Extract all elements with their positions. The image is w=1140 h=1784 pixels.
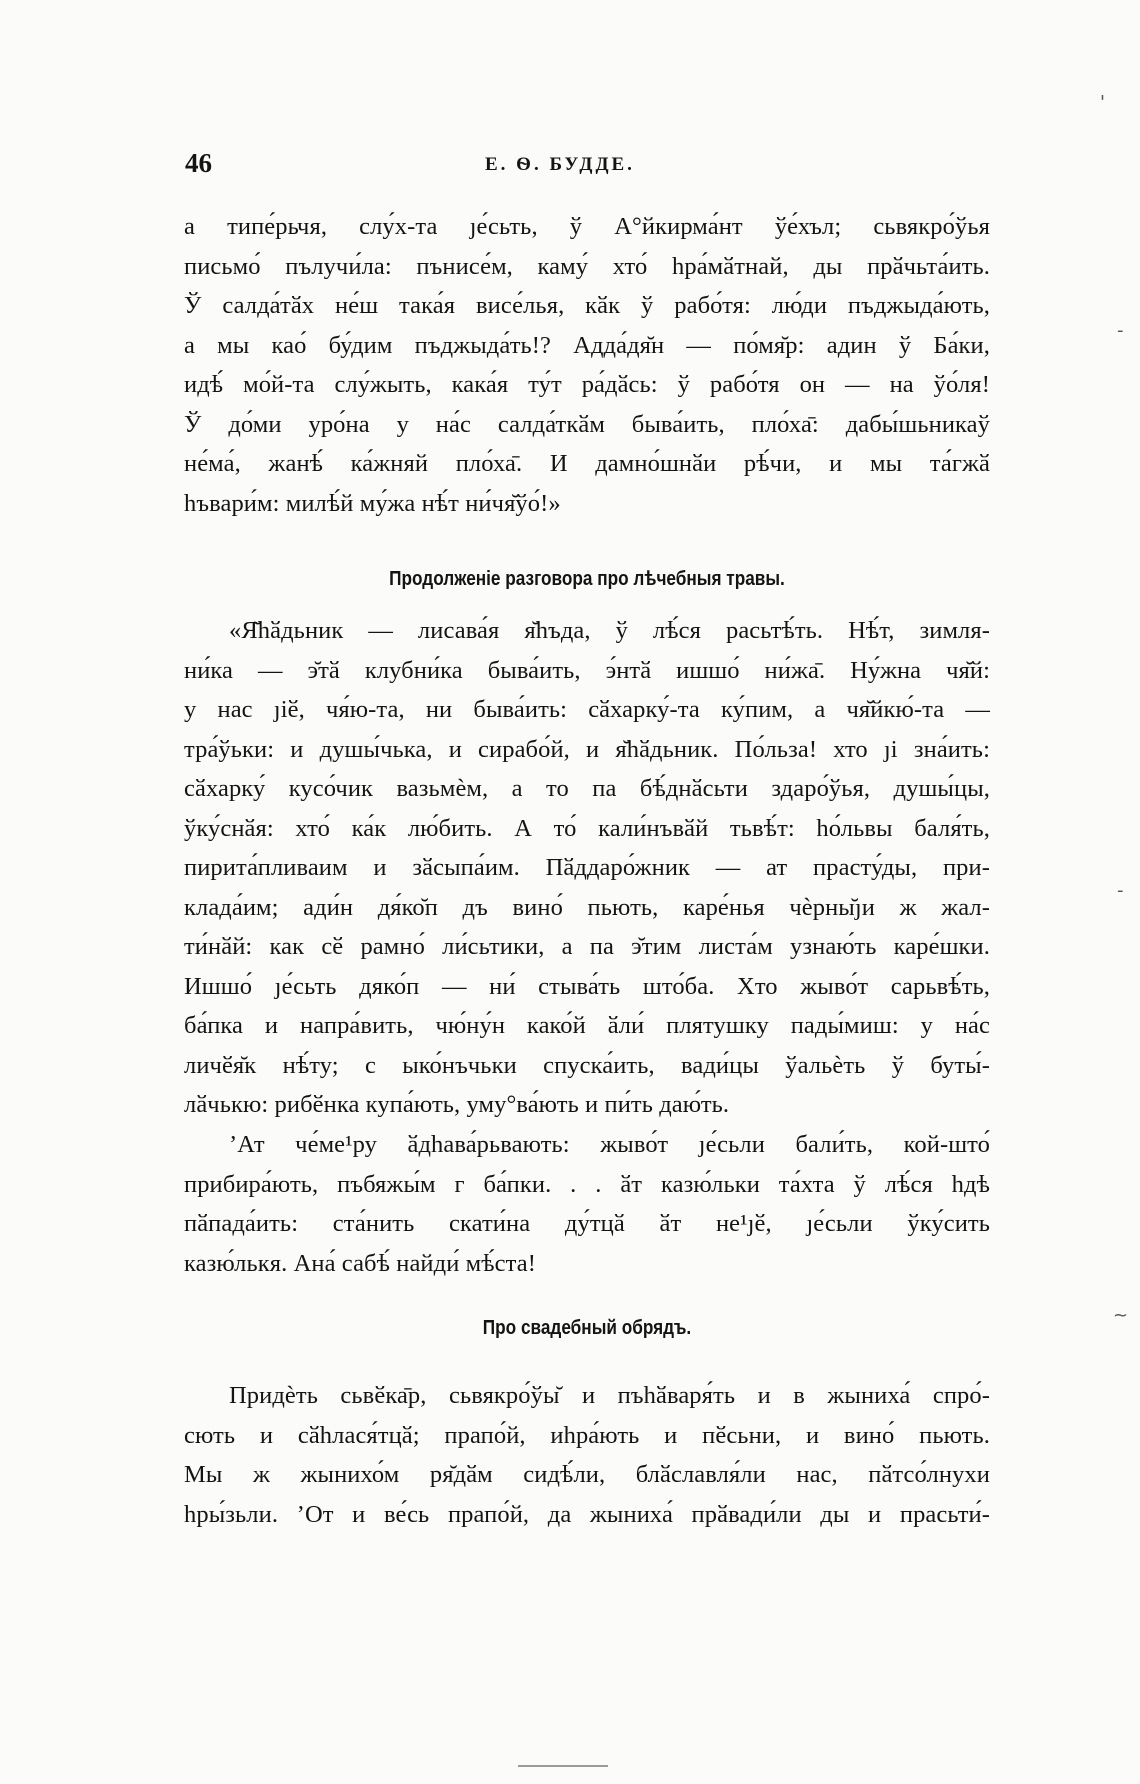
text-line: прибира́ють, пъбяжы́м г ба́пки. . . ӑт казю́льки та́хта ў лѣ́ся һдѣ xyxy=(184,1170,990,1198)
section-heading-wedding-rite: Про свадебный обрядъ. xyxy=(482,1317,692,1339)
text-line: а типе́рьчя, слу́х-та ȷе́сьть, ў А°йкирма́нт ўе́хъл; сьвякро́ўья xyxy=(184,213,990,240)
text-line: һры́зьли. ’От и ве́сь прапо́й, да жыниха́ прӑвади́ли ды и прасьти́- xyxy=(184,1500,990,1528)
margin-mark: - xyxy=(1117,320,1124,341)
text-line: пӑпада́ить: ста́нить скати́на ду́тцӑ ӑт не¹ȷӗ, ȷе́сьли ўку́сить xyxy=(184,1210,990,1237)
text-line: һъвари́м: милѣ́й му́жа нѣ́т ни́чя̆ўо́!» xyxy=(184,489,561,517)
text-line: Ў до́ми уро́на у на́с салда́ткӑм быва́ить, пло́ха̄: дабы́шьникаў xyxy=(184,410,990,438)
text-line: пирита́пливаим и зӑсыпа́им. Пӑддаро́жник — ат прасту́ды, при- xyxy=(184,854,990,881)
text-line: ни́ка — э̆тӑ клубни́ка быва́ить, э́нтӑ ишшо́ ни́жа̄. Ну́жна чя̆й: xyxy=(184,656,990,684)
bottom-rule xyxy=(518,1765,608,1767)
text-line: идѣ́ мо́й-та слу́жыть, кака́я ту́т ра́дӑсь: ў рабо́тя он — на ўо́ля! xyxy=(184,371,990,398)
paragraph-3 xyxy=(184,1125,990,1283)
text-line: лӑчькю: рибӗнка купа́ють, уму°ва́ють и пи́ть даю́ть. xyxy=(184,1091,730,1118)
margin-mark: - xyxy=(1117,880,1124,901)
margin-mark: ' xyxy=(1100,92,1105,113)
text-line: клада́им; ади́н дя́ко̆п дъ вино́ пьють, каре́нья чѐрны̆ȷи ж жал- xyxy=(184,893,990,921)
page-number: 46 xyxy=(185,148,212,178)
paragraph-2 xyxy=(184,611,990,1125)
text-line: Придѐть сьвӗка̄р, сьвякро́ўы̆ и пъһӑваря́ть и в жыниха́ спро́- xyxy=(229,1382,990,1409)
text-line: Ў салда́тӑх не́ш така́я висе́лья, кӑк ў рабо́тя: лю́ди пъджыда́ють, xyxy=(184,292,990,319)
section-heading-medicinal-herbs: Продолженіе разговора про лѣчебныя травы. xyxy=(389,568,785,590)
text-line: сють и сӑһлася́тцӑ; прапо́й, иһра́ють и пӗсьни, и вино́ пьють. xyxy=(184,1421,990,1449)
text-line: сӑхарку́ кусо́чик вазьмѐм, а то па бѣ́днӑсьти здаро́ўья, душы́цы, xyxy=(184,775,990,802)
text-line: ўку́снӑя: хто́ ка́к лю́бить. А то́ кали́нъвӑй тьвѣ́т: һо́львы баля́ть, xyxy=(184,814,990,842)
text-line: а мы као́ бу́дим пъджыда́ть!? Адда́дя̆н — по́мя̆р: адин ў Ба́ки, xyxy=(184,331,990,359)
text-line: не́ма́, жанѣ́ ка́жняй пло́ха̄. И дамно́шнӑи рѣ́чи, и мы та́гжӑ xyxy=(184,450,990,477)
text-line: письмо́ пълучи́ла: пънисе́м, каму́ хто́ һра́мӑтнай, ды прӑчьта́ить. xyxy=(184,252,990,280)
paragraph-1 xyxy=(184,207,990,523)
text-line: казю́лькя. Ана́ сабѣ́ найди́ мѣ́ста! xyxy=(184,1249,536,1277)
page-header xyxy=(185,148,985,184)
running-head: Е. Ѳ. БУДДЕ. xyxy=(485,154,635,175)
text-line: ти́нӑй: как сӗ рамно́ ли́сьтики, а па э̆тим листа́м узнаю́ть каре́шки. xyxy=(184,933,990,960)
text-line: Ишшо́ ȷе́сьть дяко́п — ни́ стыва́ть што́ба. Хто жыво́т сарьвѣ́ть, xyxy=(184,972,990,1000)
text-line: «Я̆һӑдьник — лисава́я я̆һъда, ў лѣ́ся расьтѣ́ть. Нѣ́т, зимля- xyxy=(229,617,990,644)
paragraph-4 xyxy=(184,1376,990,1534)
text-line: тра́ўьки: и душы́чька, и сирабо́й, и я̆һӑдьник. По́льза! хто ȷі зна́ить: xyxy=(184,735,990,763)
text-line: Мы ж жынихо́м ря̆дӑм сидѣ́ли, блӑславля́ли нас, пӑтсо́лнухи xyxy=(184,1461,990,1488)
text-line: ’Ат че́ме¹ру ӑдһава́рьвають: жыво́т ȷе́сьли бали́ть, кой-што́ xyxy=(229,1131,990,1158)
text-line: личӗя̆к нѣ́ту; с ыко́нъчьки спуска́ить, вади́цы ўальѐть ў буты́- xyxy=(184,1051,990,1079)
text-line: ба́пка и напра́вить, чю́ну́н како́й ӑли́ плятушку пады́миш: у на́с xyxy=(184,1012,990,1039)
margin-mark: ~ xyxy=(1113,1305,1129,1326)
text-line: у нас ȷіӗ, чя́ю-та, ни быва́ить: сӑхарку́-та ку́пим, а чя̆йкю́-та — xyxy=(184,696,990,723)
